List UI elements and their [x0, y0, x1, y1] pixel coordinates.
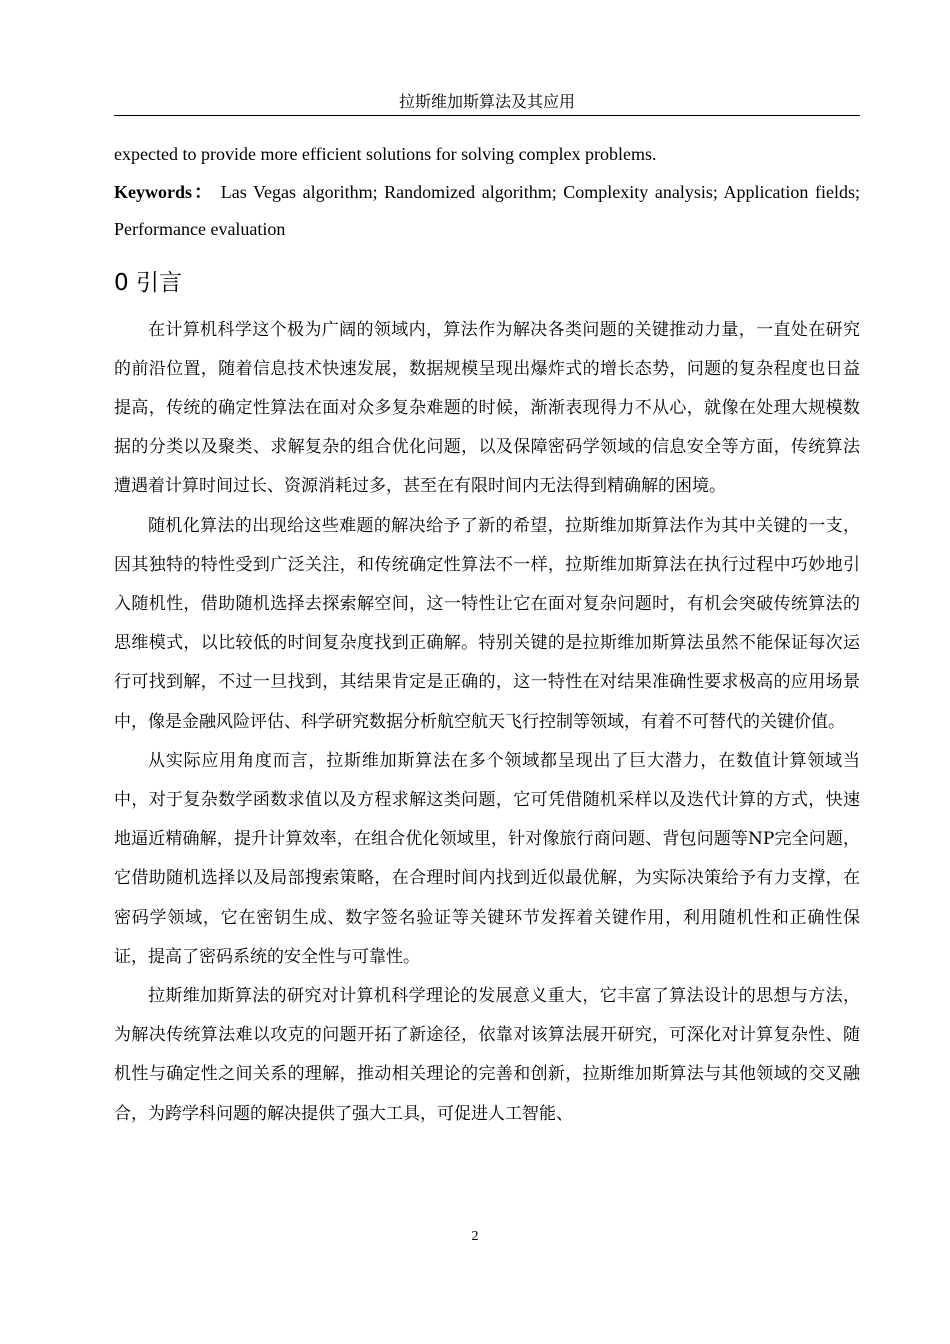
page-number: 2 — [471, 1229, 479, 1244]
paragraph-1: 在计算机科学这个极为广阔的领域内，算法作为解决各类问题的关键推动力量，一直处在研究的前沿位置，随着信息技术快速发展，数据规模呈现出爆炸式的增长态势，问题的复杂程度也日益提高，传统的确定性算法在面对众多复杂难题的时候，渐渐表现得力不从心，就像在处理大规模数据的分类以及聚类、求解复杂的组合优化问题，以及保障密码学领域的信息安全等方面，传统算法遭遇着计算时间过长、资源消耗过多，甚至在有限时间内无法得到精确解的困境。 — [114, 319, 860, 497]
keywords-line — [114, 174, 860, 249]
running-header: 拉斯维加斯算法及其应用 — [114, 90, 860, 116]
page-body — [114, 136, 860, 1134]
paragraph-3: 从实际应用角度而言，拉斯维加斯算法在多个领域都呈现出了巨大潜力，在数值计算领域当中，对于复杂数学函数求值以及方程求解这类问题，它可凭借随机采样以及迭代计算的方式，快速地逼近精确解，提升计算效率，在组合优化领域里，针对像旅行商问题、背包问题等NP完全问题，它借助随机选择以及局部搜索策略，在合理时间内找到近似最优解，为实际决策给予有力支撑，在密码学领域，它在密钥生成、数字签名验证等关键环节发挥着关键作用，利用随机性和正确性保证，提高了密码系统的安全性与可靠性。 — [114, 750, 860, 967]
section-heading: 0 引言 — [114, 269, 182, 296]
keywords-label: Keywords： — [114, 181, 215, 202]
paragraph-2: 随机化算法的出现给这些难题的解决给予了新的希望，拉斯维加斯算法作为其中关键的一支，因其独特的特性受到广泛关注，和传统确定性算法不一样，拉斯维加斯算法在执行过程中巧妙地引入随机性，借助随机选择去探索解空间，这一特性让它在面对复杂问题时，有机会突破传统算法的思维模式，以比较低的时间复杂度找到正确解。特别关键的是拉斯维加斯算法虽然不能保证每次运行可找到解，不过一旦找到，其结果肯定是正确的，这一特性在对结果准确性要求极高的应用场景中，像是金融风险评估、科学研究数据分析航空航天飞行控制等领域，有着不可替代的关键价值。 — [114, 515, 860, 732]
paragraph-4: 拉斯维加斯算法的研究对计算机科学理论的发展意义重大，它丰富了算法设计的思想与方法，为解决传统算法难以攻克的问题开拓了新途径，依靠对该算法展开研究，可深化对计算复杂性、随机性与确定性之间关系的理解，推动相关理论的完善和创新，拉斯维加斯算法与其他领域的交叉融合，为跨学科问题的解决提供了强大工具，可促进人工智能、 — [114, 985, 860, 1124]
abstract-continuation: expected to provide more efficient solutions for solving complex problems. — [114, 144, 657, 164]
keywords-text: Las Vegas algorithm; Randomized algorithm; Complexity analysis; Application fields; Performance evaluation — [114, 181, 861, 239]
